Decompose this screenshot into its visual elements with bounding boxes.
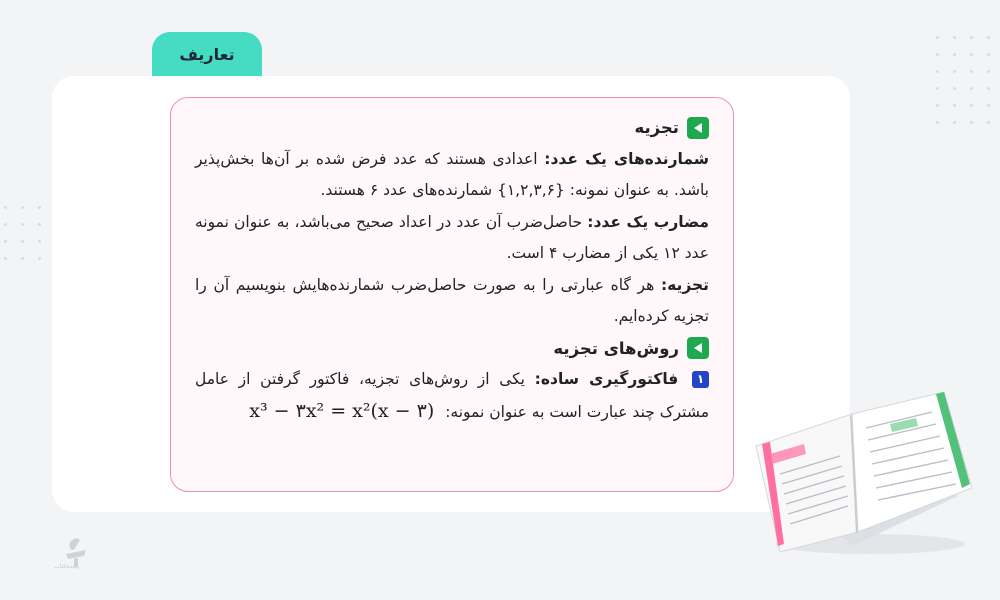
decorative-dot-grid bbox=[4, 206, 41, 260]
section-heading bbox=[195, 112, 709, 144]
number-badge: ۱ bbox=[692, 371, 709, 388]
section-heading-label: روش‌های تجزیه bbox=[553, 338, 679, 358]
section-heading bbox=[195, 333, 709, 365]
term-factorization: تجزیه: bbox=[660, 275, 709, 294]
term-divisors: شمارنده‌های یک عدد: bbox=[544, 149, 709, 168]
divisors-set: {۱,۲,۳,۶} bbox=[497, 181, 565, 199]
play-triangle-icon bbox=[687, 337, 709, 359]
method-simple-factoring-text: یکی از روش‌های تجزیه، فاکتور گرفتن از عامل مشترک چند عبارت است به عنوان نمونه: bbox=[195, 370, 709, 421]
definition-multiples-text: حاصل‌ضرب آن عدد در اعداد صحیح می‌باشد، به عنوان نمونه عدد ۱۲ یکی از مضارب ۴ است. bbox=[195, 212, 709, 262]
definition-factorization bbox=[195, 270, 709, 333]
section-heading-label: تجزیه bbox=[634, 118, 679, 137]
method-simple-factoring bbox=[195, 364, 709, 428]
definitions-tag: تعاریف bbox=[152, 32, 262, 76]
brand-logo-text: پاینده‌کتاب bbox=[54, 563, 80, 570]
definition-divisors-text: اعدادی هستند که عدد فرض شده بر آن‌ها بخش‌پذیر باشد. به عنوان نمونه: bbox=[195, 149, 709, 199]
definition-divisors bbox=[195, 144, 709, 207]
factoring-formula: x³ − ۳x² = x²(x − ۳) bbox=[249, 399, 435, 422]
decorative-dot-grid bbox=[936, 36, 990, 124]
play-triangle-icon bbox=[687, 117, 709, 139]
open-book-illustration bbox=[740, 384, 980, 559]
definition-factorization-text: هر گاه عبارتی را به صورت حاصل‌ضرب شمارنده‌هایش بنویسیم آن را تجزیه کرده‌ایم. bbox=[195, 275, 709, 325]
definition-multiples bbox=[195, 207, 709, 270]
term-multiples: مضارب یک عدد: bbox=[587, 212, 709, 231]
definition-divisors-text-2: شمارنده‌های عدد ۶ هستند. bbox=[320, 181, 493, 199]
term-simple-factoring: فاکتورگیری ساده: bbox=[534, 370, 679, 388]
definitions-box bbox=[170, 97, 734, 492]
